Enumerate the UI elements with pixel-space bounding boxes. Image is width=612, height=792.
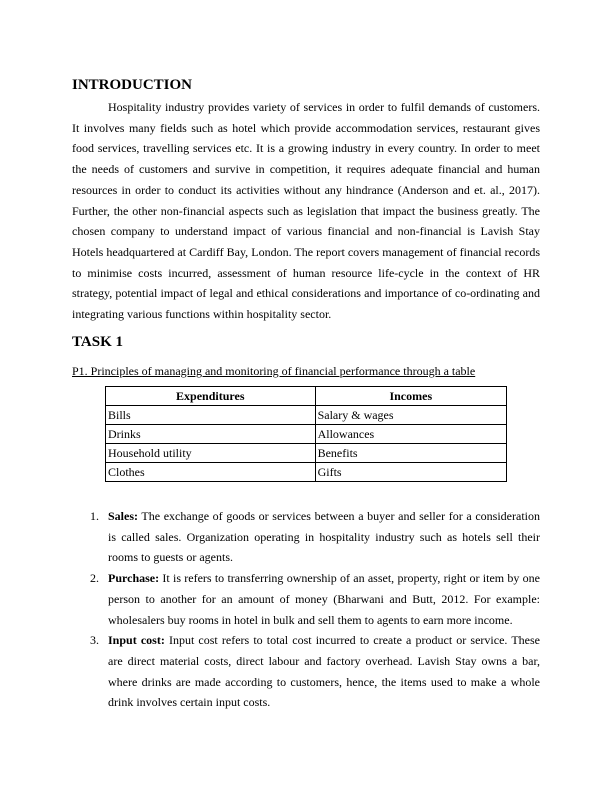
finance-table xyxy=(105,386,507,482)
list-number: 3. xyxy=(90,633,99,648)
table-row xyxy=(106,425,507,444)
list-term: Purchase: xyxy=(108,571,160,586)
list-number: 2. xyxy=(90,571,99,586)
list-term: Sales: xyxy=(108,509,138,523)
task1-subheading: P1. Principles of managing and monitoring of financial performance through a table xyxy=(72,364,476,378)
table-cell: Benefits xyxy=(315,444,506,463)
introduction-paragraph: Hospitality industry provides variety of services in order to fulfil demands of customers. It involves many fields such as hotel which provide accommodation services, restaurant gives food services, travelling services etc. It is a growing industry in every country. In order to meet the needs of customers and survive in competition, it requires adequate financial and human resources in order to conduct its activities without any hindrance (Anderson and et. al., 2017). Further, the other non-financial aspects such as legislation that impact the business greatly. The chosen company to understand impact of various financial and non-financial is Lavish Stay Hotels headquartered at Cardiff Bay, London. The report covers management of financial records to minimise costs incurred, assessment of human resource life-cycle in the context of HR strategy, potential impact of legal and ethical considerations and importance of co-ordinating and integrating various functions within hospitality sector. xyxy=(72,100,540,322)
header-incomes: Incomes xyxy=(315,387,506,406)
table-cell: Gifts xyxy=(315,463,506,482)
table-header-row xyxy=(106,387,507,406)
task1-heading: TASK 1 xyxy=(72,334,123,350)
table-cell: Clothes xyxy=(106,463,316,482)
list-text: Input cost refers to total cost incurred to create a product or service. These are direct material costs, direct labour and factory overhead. Lavish Stay owns a bar, where drinks are made according to customers, hence, the items used to make a whole drink involves certain input costs. xyxy=(108,633,540,710)
list-item xyxy=(72,630,540,713)
table-cell: Bills xyxy=(106,406,316,425)
table-cell: Allowances xyxy=(315,425,506,444)
table-row xyxy=(106,463,507,482)
list-text: It is refers to transferring ownership of an asset, property, right or item by one person to another for an amount of money (Bharwani and Butt, 2012. For example: wholesalers buy rooms in hotel in bulk and sell them to agents to earn more income. xyxy=(108,571,540,627)
header-expenditures: Expenditures xyxy=(106,387,316,406)
list-number: 1. xyxy=(90,509,99,523)
list-item xyxy=(72,506,540,568)
table-row xyxy=(106,406,507,425)
list-term: Input cost: xyxy=(108,633,165,648)
table-cell: Household utility xyxy=(106,444,316,463)
table-cell: Drinks xyxy=(106,425,316,444)
list-item xyxy=(72,568,540,630)
numbered-list xyxy=(72,506,540,713)
introduction-heading: INTRODUCTION xyxy=(72,77,193,93)
table-cell: Salary & wages xyxy=(315,406,506,425)
list-text: The exchange of goods or services between a buyer and seller for a consideration is called sales. Organization operating in hospitality industry such as hotels sell their rooms to guests or agents. xyxy=(108,509,540,565)
table-row xyxy=(106,444,507,463)
